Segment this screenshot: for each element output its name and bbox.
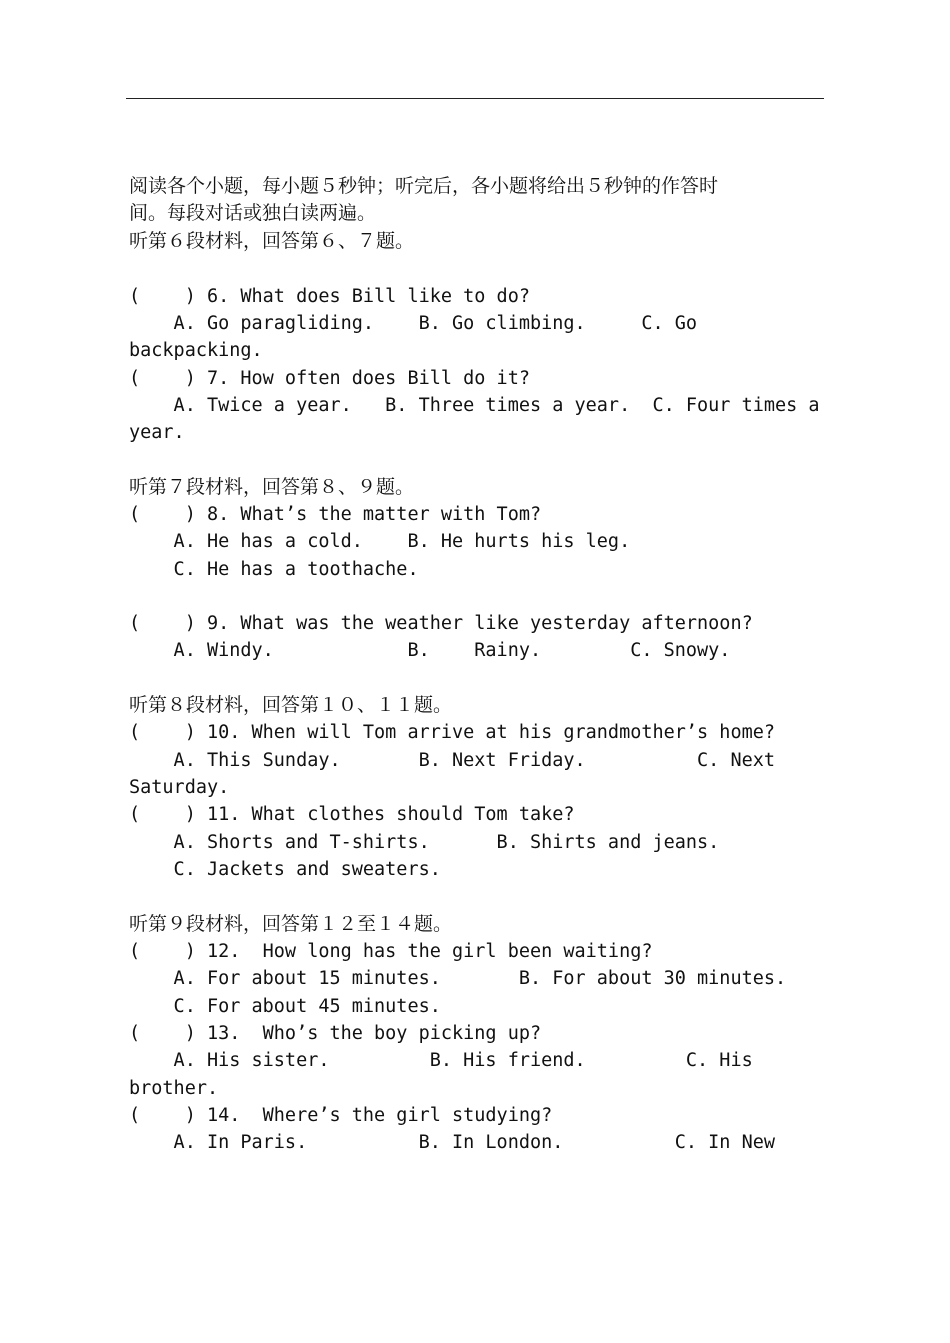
- question-7-stem: ( ) 7. How often does Bill do it?: [129, 368, 530, 389]
- section-6-heading: 听第６段材料，回答第６、７题。: [129, 230, 415, 252]
- question-8-options-1: A. He has a cold. B. He hurts his leg.: [129, 531, 631, 552]
- question-10-options: A. This Sunday. B. Next Friday. C. Next: [129, 750, 776, 771]
- question-11-options-2: C. Jackets and sweaters.: [129, 859, 441, 880]
- question-12-options-2: C. For about 45 minutes.: [129, 996, 441, 1017]
- header-rule: [126, 98, 824, 99]
- question-8-stem: ( ) 8. What’s the matter with Tom?: [129, 504, 542, 525]
- question-13-options-wrap: brother.: [129, 1078, 219, 1099]
- question-14-stem: ( ) 14. Where’s the girl studying?: [129, 1105, 553, 1126]
- intro-line-2: 间。每段对话或独白读两遍。: [129, 202, 377, 224]
- question-6-options-wrap: backpacking.: [129, 340, 263, 361]
- question-10-stem: ( ) 10. When will Tom arrive at his grandmother’s home?: [129, 722, 776, 743]
- section-9-heading: 听第９段材料，回答第１２至１４题。: [129, 913, 453, 935]
- intro-line-1: 阅读各个小题，每小题５秒钟；听完后，各小题将给出５秒钟的作答时: [129, 175, 719, 197]
- question-12-options-1: A. For about 15 minutes. B. For about 30 minutes.: [129, 968, 787, 989]
- question-13-stem: ( ) 13. Who’s the boy picking up?: [129, 1023, 542, 1044]
- question-10-options-wrap: Saturday.: [129, 777, 230, 798]
- section-7-heading: 听第７段材料，回答第８、９题。: [129, 476, 415, 498]
- question-11-options-1: A. Shorts and T-shirts. B. Shirts and jeans.: [129, 832, 720, 853]
- question-8-options-2: C. He has a toothache.: [129, 559, 419, 580]
- question-6-options: A. Go paragliding. B. Go climbing. C. Go: [129, 313, 698, 334]
- question-12-stem: ( ) 12. How long has the girl been waiting?: [129, 941, 653, 962]
- question-13-options: A. His sister. B. His friend. C. His: [129, 1050, 753, 1071]
- question-7-options-wrap: year.: [129, 422, 185, 443]
- section-8-heading: 听第８段材料，回答第１０、１１题。: [129, 694, 453, 716]
- question-14-options: A. In Paris. B. In London. C. In New: [129, 1132, 776, 1153]
- question-6-stem: ( ) 6. What does Bill like to do?: [129, 286, 530, 307]
- question-9-options: A. Windy. B. Rainy. C. Snowy.: [129, 640, 731, 661]
- question-11-stem: ( ) 11. What clothes should Tom take?: [129, 804, 575, 825]
- question-9-stem: ( ) 9. What was the weather like yesterday afternoon?: [129, 613, 753, 634]
- question-7-options: A. Twice a year. B. Three times a year. C. Four times a: [129, 395, 820, 416]
